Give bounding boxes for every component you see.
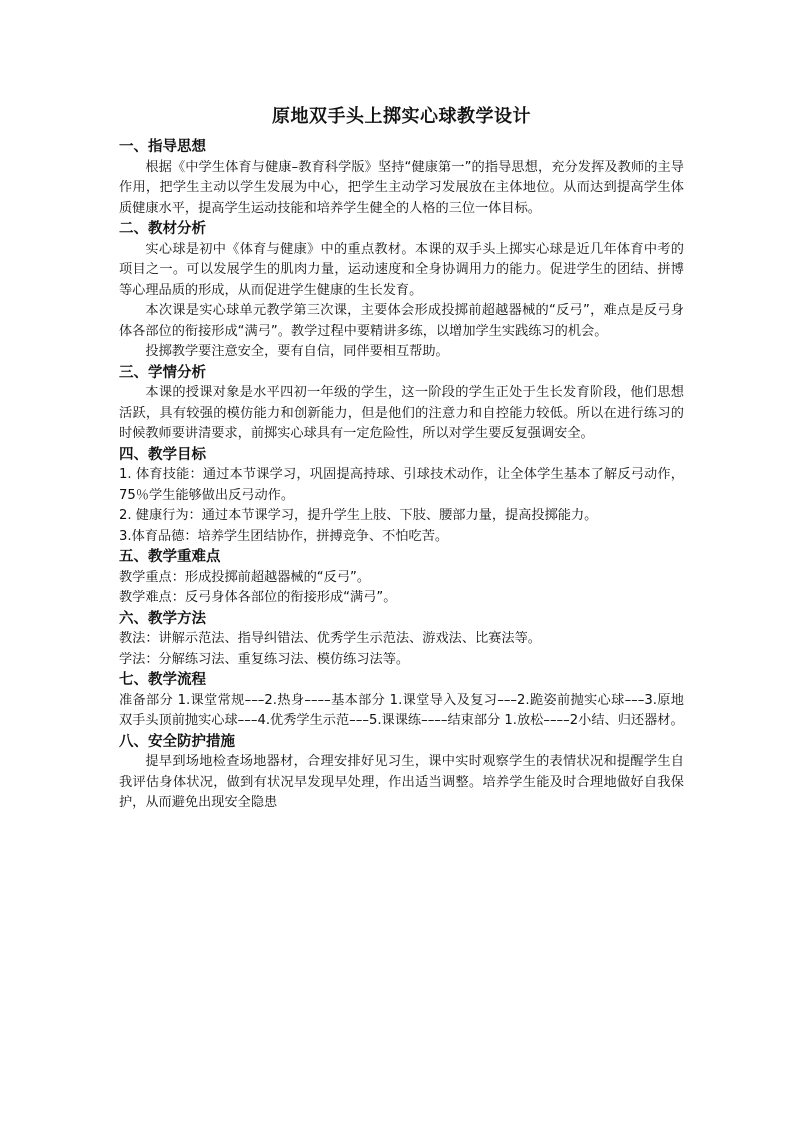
- section-key-difficult-points: [119, 547, 684, 609]
- paragraph: 根据《中学生体育与健康–教育科学版》坚持“健康第一”的指导思想，充分发挥及教师的主导作用，把学生主动以学生发展为中心，把学生主动学习发展放在主体地位。从而达到提高学生体质健康水平，提高学生运动技能和培养学生健全的人格的三位一体目标。: [119, 159, 684, 216]
- section-heading: 八、安全防护措施: [119, 733, 235, 750]
- section-heading: 五、教学重难点: [119, 549, 221, 565]
- section-guiding-ideology: [119, 137, 684, 219]
- section-teaching-methods: [119, 609, 684, 671]
- section-heading: 三、学情分析: [119, 364, 206, 381]
- paragraph: 准备部分 1.课堂常规–––2.热身––––基本部分 1.课堂导入及复习–––2.跪姿前抛实心球–––3.原地双手头顶前抛实心球–––4.优秀学生示范–––5.课课练––––结束部分 1.放松––––2小结、归还器材。: [119, 692, 684, 728]
- objective-item: 1. 体育技能：通过本节课学习，巩固提高持球、引球技术动作，让全体学生基本了解反弓动作，75％学生能够做出反弓动作。: [119, 467, 684, 503]
- section-heading: 一、指导思想: [119, 139, 206, 155]
- paragraph: 实心球是初中《体育与健康》中的重点教材。本课的双手头上掷实心球是近几年体育中考的项目之一。可以发展学生的肌肉力量，运动速度和全身协调用力的能力。促进学生的团结、拼博等心理品质的形成，从而促进学生健康的生长发育。: [119, 241, 684, 298]
- section-teaching-process: [119, 670, 684, 732]
- paragraph: 教学重点：形成投掷前超越器械的“反弓”。: [119, 569, 371, 585]
- paragraph: 本课的授课对象是水平四初一年级的学生，这一阶段的学生正处于生长发育阶段，他们思想活跃，具有较强的模仿能力和创新能力，但是他们的注意力和自控能力较低。所以在进行练习的时候教师要讲清要求，前掷实心球具有一定危险性，所以对学生要反复强调安全。: [119, 385, 684, 441]
- objective-item: 3.体育品德：培养学生团结协作，拼搏竞争、不怕吃苦。: [119, 528, 449, 544]
- section-heading: 二、教材分析: [119, 221, 206, 237]
- document-title: 原地双手头上掷实心球教学设计: [272, 106, 531, 127]
- paragraph: 学法：分解练习法、重复练习法、模仿练习法等。: [119, 651, 410, 667]
- paragraph: 本次课是实心球单元教学第三次课，主要体会形成投掷前超越器械的“反弓”，难点是反弓身体各部位的衔接形成“满弓”。教学过程中要精讲多练，以增加学生实践练习的机会。: [119, 303, 684, 339]
- paragraph: 教法：讲解示范法、指导纠错法、优秀学生示范法、游戏法、比赛法等。: [119, 631, 541, 646]
- section-teaching-objectives: [119, 445, 684, 548]
- paragraph: 投掷教学要注意安全，要有自信，同伴要相互帮助。: [145, 344, 449, 359]
- document-page: [119, 105, 684, 814]
- section-learner-analysis: [119, 363, 684, 445]
- paragraph: 提早到场地检查场地器材，合理安排好见习生，课中实时观察学生的表情状况和提醒学生自我评估身体状况，做到有状况早发现早处理，作出适当调整。培养学生能及时合理地做好自我保护，从而避免出现安全隐患: [119, 754, 684, 810]
- section-safety-measures: [119, 732, 684, 814]
- section-material-analysis: [119, 219, 684, 363]
- section-heading: 四、教学目标: [119, 446, 206, 463]
- paragraph: 教学难点：反弓身体各部位的衔接形成“满弓”。: [119, 590, 397, 605]
- objective-item: 2. 健康行为：通过本节课学习，提升学生上肢、下肢、腰部力量，提高投掷能力。: [119, 508, 598, 523]
- section-heading: 七、教学流程: [119, 672, 206, 688]
- section-heading: 六、教学方法: [119, 610, 206, 627]
